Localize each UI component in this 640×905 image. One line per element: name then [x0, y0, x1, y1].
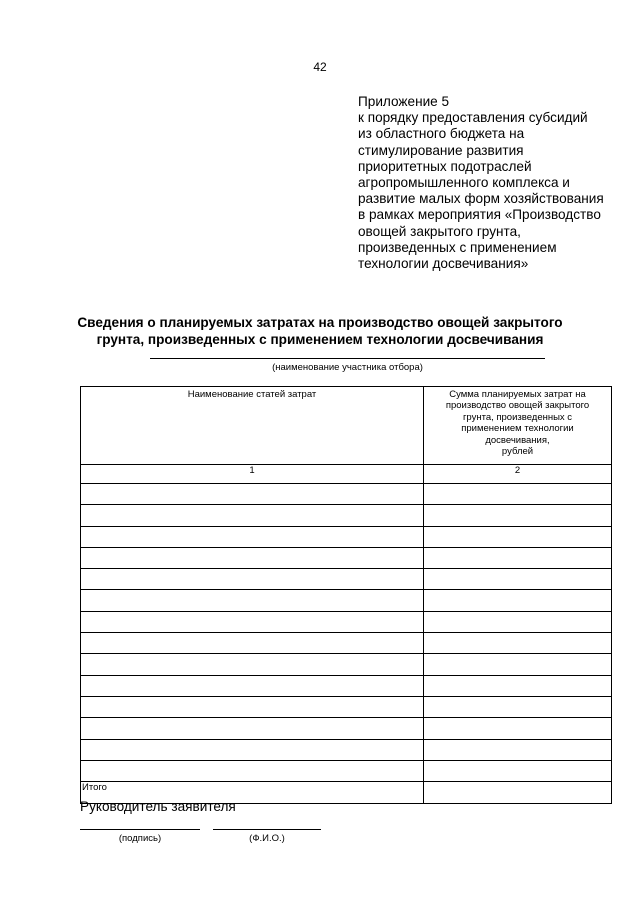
participant-name-line[interactable]	[150, 358, 545, 359]
appendix-line: к порядку предоставления субсидий	[358, 110, 588, 126]
page-number: 42	[313, 60, 327, 74]
amount-cell[interactable]	[424, 590, 612, 611]
cost-item-cell[interactable]	[81, 526, 424, 547]
appendix-line: в рамках мероприятия «Производство	[358, 207, 601, 223]
costs-table	[80, 386, 612, 804]
cost-item-cell[interactable]	[81, 675, 424, 696]
total-amount-cell[interactable]	[424, 782, 612, 804]
table-header-row	[81, 387, 612, 465]
appendix-line: Приложение 5	[358, 94, 450, 109]
table-row	[81, 526, 612, 547]
amount-cell[interactable]	[424, 547, 612, 568]
document-title-line-2: грунта, произведенных с применением технологии досвечивания	[96, 332, 544, 347]
table-row	[81, 569, 612, 590]
table-row	[81, 484, 612, 505]
cost-item-cell[interactable]	[81, 633, 424, 654]
cost-item-cell[interactable]	[81, 760, 424, 781]
cost-item-cell[interactable]	[81, 611, 424, 632]
cost-item-cell[interactable]	[81, 569, 424, 590]
appendix-line: произведенных с применением	[358, 239, 557, 255]
table-row	[81, 590, 612, 611]
table-row	[81, 675, 612, 696]
table-row	[81, 505, 612, 526]
amount-cell[interactable]	[424, 718, 612, 739]
table-row	[81, 739, 612, 760]
document-title	[40, 314, 600, 348]
amount-cell[interactable]	[424, 569, 612, 590]
column-number-2: 2	[424, 465, 612, 484]
table-row	[81, 696, 612, 717]
appendix-line: овощей закрытого грунта,	[358, 223, 521, 239]
column-header-planned-amount: Сумма планируемых затрат на производство овощей закрытого грунта, произведенных с применением технологии досвечивания, рублей	[424, 387, 612, 465]
amount-cell[interactable]	[424, 675, 612, 696]
amount-cell[interactable]	[424, 633, 612, 654]
amount-cell[interactable]	[424, 505, 612, 526]
appendix-block	[358, 94, 628, 272]
appendix-line: стимулирование развития	[358, 142, 524, 158]
signature-line[interactable]	[80, 829, 200, 830]
total-label: Итого	[81, 782, 424, 804]
appendix-line: приоритетных подотраслей	[358, 158, 532, 174]
amount-cell[interactable]	[424, 611, 612, 632]
cost-item-cell[interactable]	[81, 547, 424, 568]
table-row	[81, 760, 612, 781]
table-row	[81, 718, 612, 739]
amount-cell[interactable]	[424, 484, 612, 505]
cost-item-cell[interactable]	[81, 505, 424, 526]
table-row	[81, 547, 612, 568]
column-number-1: 1	[81, 465, 424, 484]
cost-item-cell[interactable]	[81, 654, 424, 675]
appendix-line: развитие малых форм хозяйствования	[358, 191, 604, 207]
amount-cell[interactable]	[424, 654, 612, 675]
table-row	[81, 654, 612, 675]
amount-cell[interactable]	[424, 696, 612, 717]
amount-cell[interactable]	[424, 526, 612, 547]
cost-item-cell[interactable]	[81, 590, 424, 611]
participant-caption: (наименование участника отбора)	[272, 362, 423, 373]
cost-item-cell[interactable]	[81, 718, 424, 739]
amount-cell[interactable]	[424, 760, 612, 781]
cost-item-cell[interactable]	[81, 484, 424, 505]
document-title-line-1: Сведения о планируемых затратах на производство овощей закрытого	[77, 315, 563, 330]
table-column-numbers-row	[81, 465, 612, 484]
full-name-line[interactable]	[213, 829, 321, 830]
table-row	[81, 633, 612, 654]
amount-cell[interactable]	[424, 739, 612, 760]
cost-item-cell[interactable]	[81, 739, 424, 760]
signature-heading: Руководитель заявителя	[80, 799, 236, 814]
full-name-caption: (Ф.И.О.)	[249, 833, 285, 844]
column-header-cost-items: Наименование статей затрат	[81, 387, 424, 465]
cost-item-cell[interactable]	[81, 696, 424, 717]
table-row	[81, 611, 612, 632]
appendix-line: агропромышленного комплекса и	[358, 175, 570, 191]
signature-caption: (подпись)	[118, 833, 162, 844]
appendix-line: технологии досвечивания»	[358, 256, 529, 272]
appendix-line: из областного бюджета на	[358, 126, 525, 142]
